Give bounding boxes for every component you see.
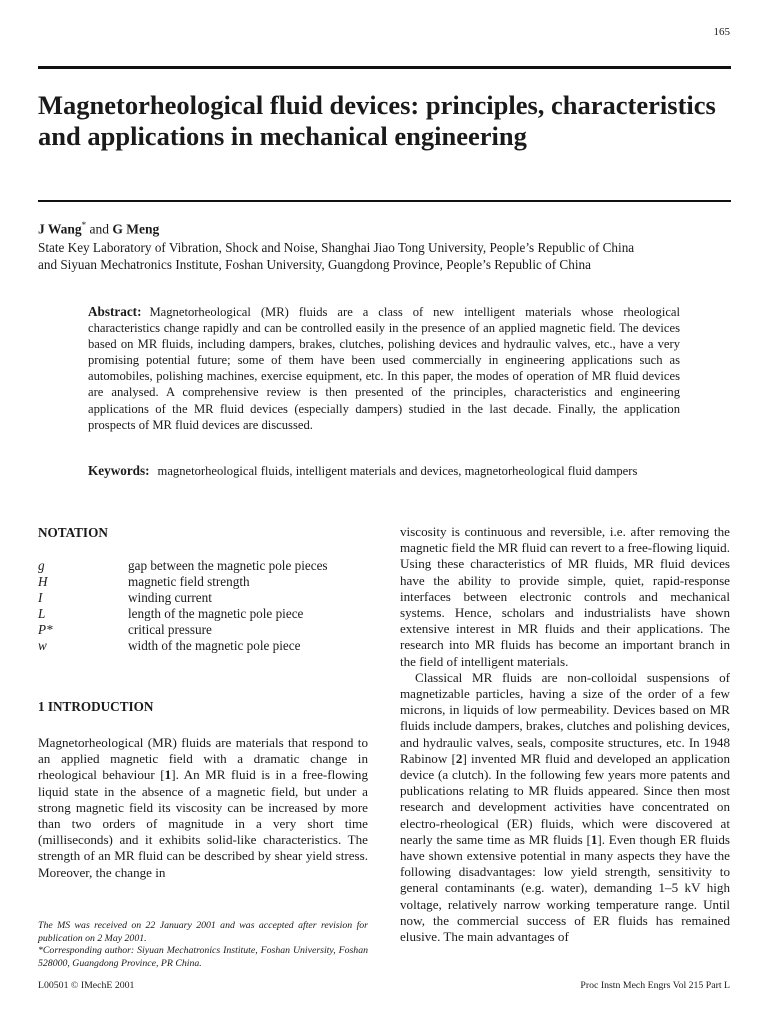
top-rule: [38, 66, 731, 69]
intro-text: Classical MR fluids are non-colloidal suspensions of magnetizable particles, having a size of the order of a few microns, in liquids of low permeability. Devices based on MR fluids include dampers, brakes, clutches and polishing devices, and hydraulic valves, seals, composite structures, etc. In 1948 Rabinow [: [400, 669, 730, 766]
notation-item: [38, 590, 368, 606]
notation-definition: critical pressure: [128, 622, 212, 638]
footer-journal: Proc Instn Mech Engrs Vol 215 Part L: [580, 980, 730, 991]
notation-item: [38, 622, 368, 638]
affiliation-line: State Key Laboratory of Vibration, Shock and Noise, Shanghai Jiao Tong University, People’s Republic of China: [38, 240, 635, 255]
author-line: [38, 220, 159, 238]
paper-title: Magnetorheological fluid devices: principles, characteristics and applications in mechanical engineering: [38, 90, 716, 151]
notation-item: [38, 606, 368, 622]
notation-item: [38, 638, 368, 654]
intro-text: Magnetorheological (MR) fluids are materials that respond to an applied magnetic field with a dramatic change in rheological behaviour [: [38, 735, 368, 783]
author-name: G Meng: [112, 221, 160, 237]
notation-symbol: P*: [38, 622, 53, 638]
intro-paragraph: [400, 670, 730, 945]
abstract-label: Abstract:: [88, 304, 142, 319]
notation-definition: magnetic field strength: [128, 574, 250, 590]
footnote-corresponding: *Corresponding author: Siyuan Mechatronics Institute, Foshan University, Foshan 528000, Guangdong Province, PR China.: [38, 945, 368, 969]
notation-symbol: w: [38, 638, 47, 654]
footer-copyright: L00501 © IMechE 2001: [38, 980, 135, 991]
affiliation-line: and Siyuan Mechatronics Institute, Foshan University, Guangdong Province, People’s Republic of China: [38, 257, 591, 273]
notation-symbol: I: [38, 590, 43, 606]
keywords-label: Keywords:: [88, 463, 150, 478]
intro-text: ] invented MR fluid and developed an application device (a clutch). In the following few years more patents and publications relating to MR fluids appeared. Since then most research and development activities have concentrated on electro-rheological (ER) fluids, which were discovered at nearly the same time as MR fluids [: [400, 750, 730, 847]
intro-paragraph-continued: viscosity is continuous and reversible, i.e. after removing the magnetic field the MR fluid can revert to a free-flowing liquid. Using these characteristics of MR fluids, MR fluid devices have the ability to provide simple, quiet, rapid-response interfaces between electronic controls and mechanical systems. Hence, scholars and industrialists have shown extensive interest in MR fluids and their applications. The research into MR fluids has become an important branch in the field of intelligent materials.: [400, 524, 730, 669]
notation-symbol: L: [38, 606, 46, 622]
keywords: [88, 463, 680, 479]
corresponding-mark: *: [81, 220, 87, 230]
notation-symbol: g: [38, 558, 45, 573]
footnote-received: The MS was received on 22 January 2001 and was accepted after revision for publication on 2 May 2001.: [38, 920, 368, 944]
author-name: J Wang: [38, 221, 82, 237]
keywords-text: magnetorheological fluids, intelligent materials and devices, magnetorheological fluid dampers: [157, 464, 638, 478]
intro-text: ]. Even though ER fluids have shown extensive potential in many aspects they have the following disadvantages: low yield strength, sensitivity to general contaminants (e.g. water), demanding 1–5 kV high voltage, relatively narrow working temperature range. Until now, the commercial success of ER fluids has remained elusive. The main advantages of: [400, 831, 730, 945]
notation-definition: winding current: [128, 590, 212, 606]
right-column: [400, 524, 730, 945]
notation-heading: NOTATION: [38, 525, 108, 540]
intro-text: ]. An MR fluid is in a free-flowing liquid state in the absence of a magnetic field, but under a strong magnetic field its viscosity can be increased by more than two orders of magnitude in a very short time (milliseconds) and it exhibits solid-like characteristics. The strength of an MR fluid can be described by shear yield stress. Moreover, the change in: [38, 767, 368, 880]
page-number: 165: [713, 26, 730, 38]
notation-symbol: H: [38, 574, 48, 590]
affiliations: [38, 239, 738, 274]
footnote: [38, 920, 368, 970]
citation-ref: 2: [455, 750, 463, 766]
author-conjunction: and: [89, 221, 110, 237]
citation-ref: 1: [590, 831, 598, 847]
notation-definition: gap between the magnetic pole pieces: [128, 558, 328, 573]
notation-list: [38, 558, 368, 655]
notation-definition: width of the magnetic pole piece: [128, 638, 301, 654]
intro-paragraph: [38, 735, 368, 881]
title-rule: [38, 200, 731, 202]
notation-item: [38, 574, 368, 590]
citation-ref: 1: [164, 767, 172, 783]
introduction-heading: 1 INTRODUCTION: [38, 699, 154, 714]
abstract-text: Magnetorheological (MR) fluids are a class of new intelligent materials whose rheological characteristics change rapidly and can be controlled easily in the presence of an applied magnetic field. The devices based on MR fluids, including dampers, brakes, clutches, polishing devices and hydraulic valves, etc., have a very promising potential future; some of them have been used commercially in engineering applications such as automobiles, polishing machines, exercise equipment, etc. In this paper, the modes of operation of MR fluid devices are analysed. A comprehensive review is then presented of the principles, characteristics and engineering applications of the MR fluid devices (especially dampers) studied in the last decade. Finally, the application prospects of MR fluid devices are discussed.: [88, 305, 680, 432]
notation-item: [38, 558, 368, 574]
abstract: [88, 304, 680, 433]
notation-definition: length of the magnetic pole piece: [128, 606, 304, 622]
